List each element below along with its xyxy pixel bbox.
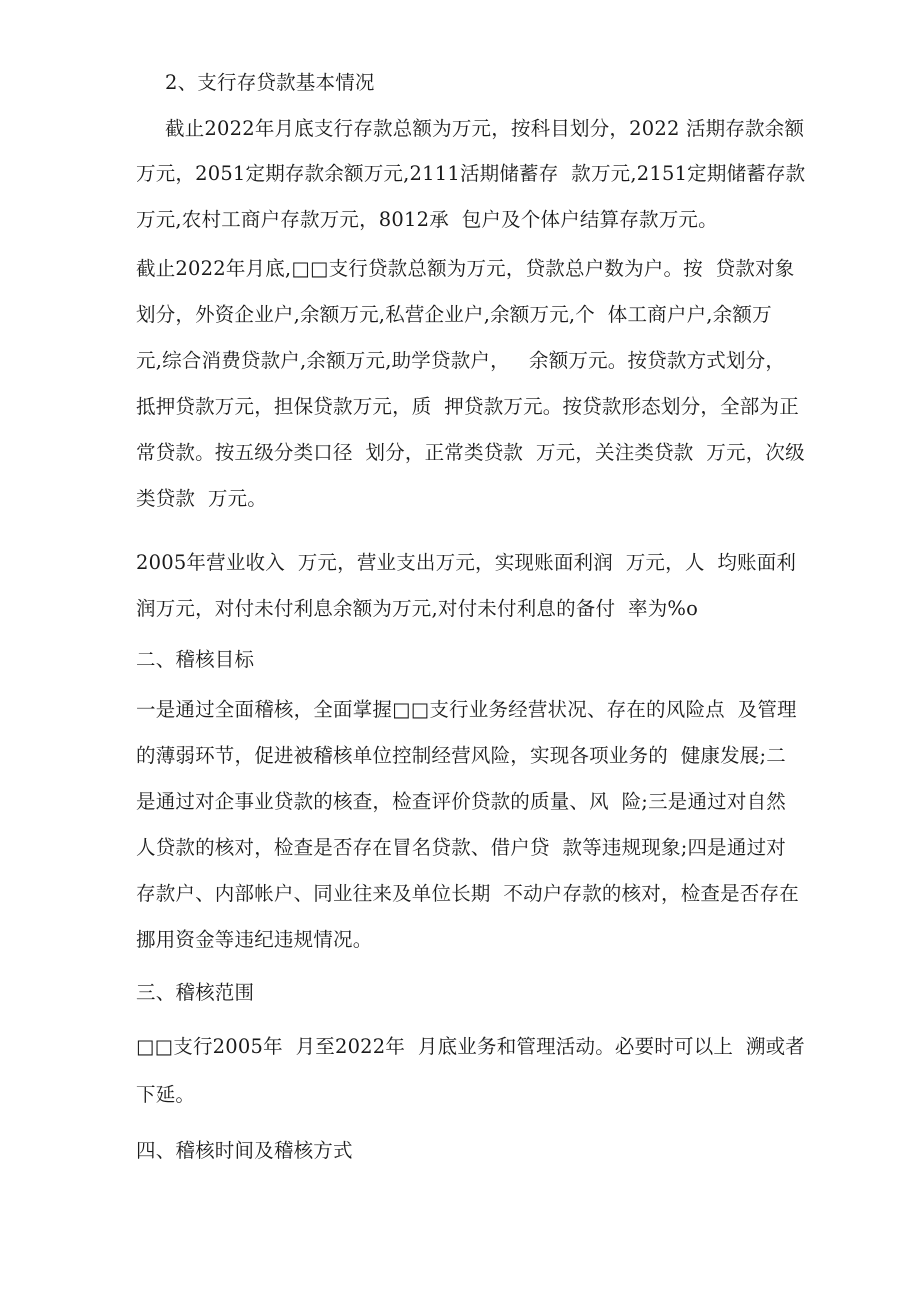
paragraph-line: 万元，2051定期存款余额万元,2111活期储蓄存 款万元,2151定期储蓄存款	[136, 162, 806, 185]
paragraph-line: 是通过对企事业贷款的核查，检查评价贷款的质量、风 险;三是通过对自然	[136, 790, 786, 813]
paragraph-line: 的薄弱环节，促进被稽核单位控制经营风险，实现各项业务的 健康发展;二	[136, 744, 786, 767]
paragraph-line: 存款户、内部帐户、同业往来及单位长期 不动户存款的核对，检查是否存在	[136, 882, 799, 905]
paragraph-line: 润万元，对付未付利息余额为万元,对付未付利息的备付 率为%o	[136, 597, 699, 620]
paragraph-line: 截止2022年月底,□□支行贷款总额为万元，贷款总户数为户。按 贷款对象	[136, 257, 795, 280]
paragraph-line: 类贷款 万元。	[136, 487, 267, 510]
paragraph-line: 2005年营业收入 万元，营业支出万元，实现账面利润 万元，人 均账面利	[136, 551, 797, 574]
paragraph-line: 元,综合消费贷款户,余额万元,助学贷款户， 余额万元。按贷款方式划分，	[136, 349, 786, 372]
paragraph-line: 一是通过全面稽核，全面掌握□□支行业务经营状况、存在的风险点 及管理	[136, 698, 797, 721]
section-heading-audit-scope: 三、稽核范围	[136, 981, 255, 1004]
paragraph-line: □□支行2005年 月至2022年 月底业务和管理活动。必要时可以上 溯或者	[136, 1035, 805, 1058]
section-heading-audit-objectives: 二、稽核目标	[136, 648, 255, 671]
paragraph-line: 人贷款的核对，检查是否存在冒名贷款、借户贷 款等违规现象;四是通过对	[136, 836, 786, 859]
paragraph-line: 挪用资金等违纪违规情况。	[136, 928, 373, 951]
paragraph-line: 下延。	[136, 1083, 196, 1106]
paragraph-line: 划分，外资企业户,余额万元,私营企业户,余额万元,个 体工商户户,余额万	[136, 303, 772, 326]
paragraph-line: 万元,农村工商户存款万元，8012承 包户及个体户结算存款万元。	[136, 208, 718, 231]
paragraph-line: 抵押贷款万元，担保贷款万元，质 押贷款万元。按贷款形态划分，全部为正	[136, 395, 799, 418]
section-heading-audit-time-method: 四、稽核时间及稽核方式	[136, 1139, 353, 1162]
paragraph-line: 截止2022年月底支行存款总额为万元，按科目划分，2022 活期存款余额	[165, 117, 805, 140]
paragraph-line: 常贷款。按五级分类口径 划分，正常类贷款 万元，关注类贷款 万元，次级	[136, 441, 805, 464]
section-heading-deposit-loan: 2、支行存贷款基本情况	[165, 71, 375, 94]
